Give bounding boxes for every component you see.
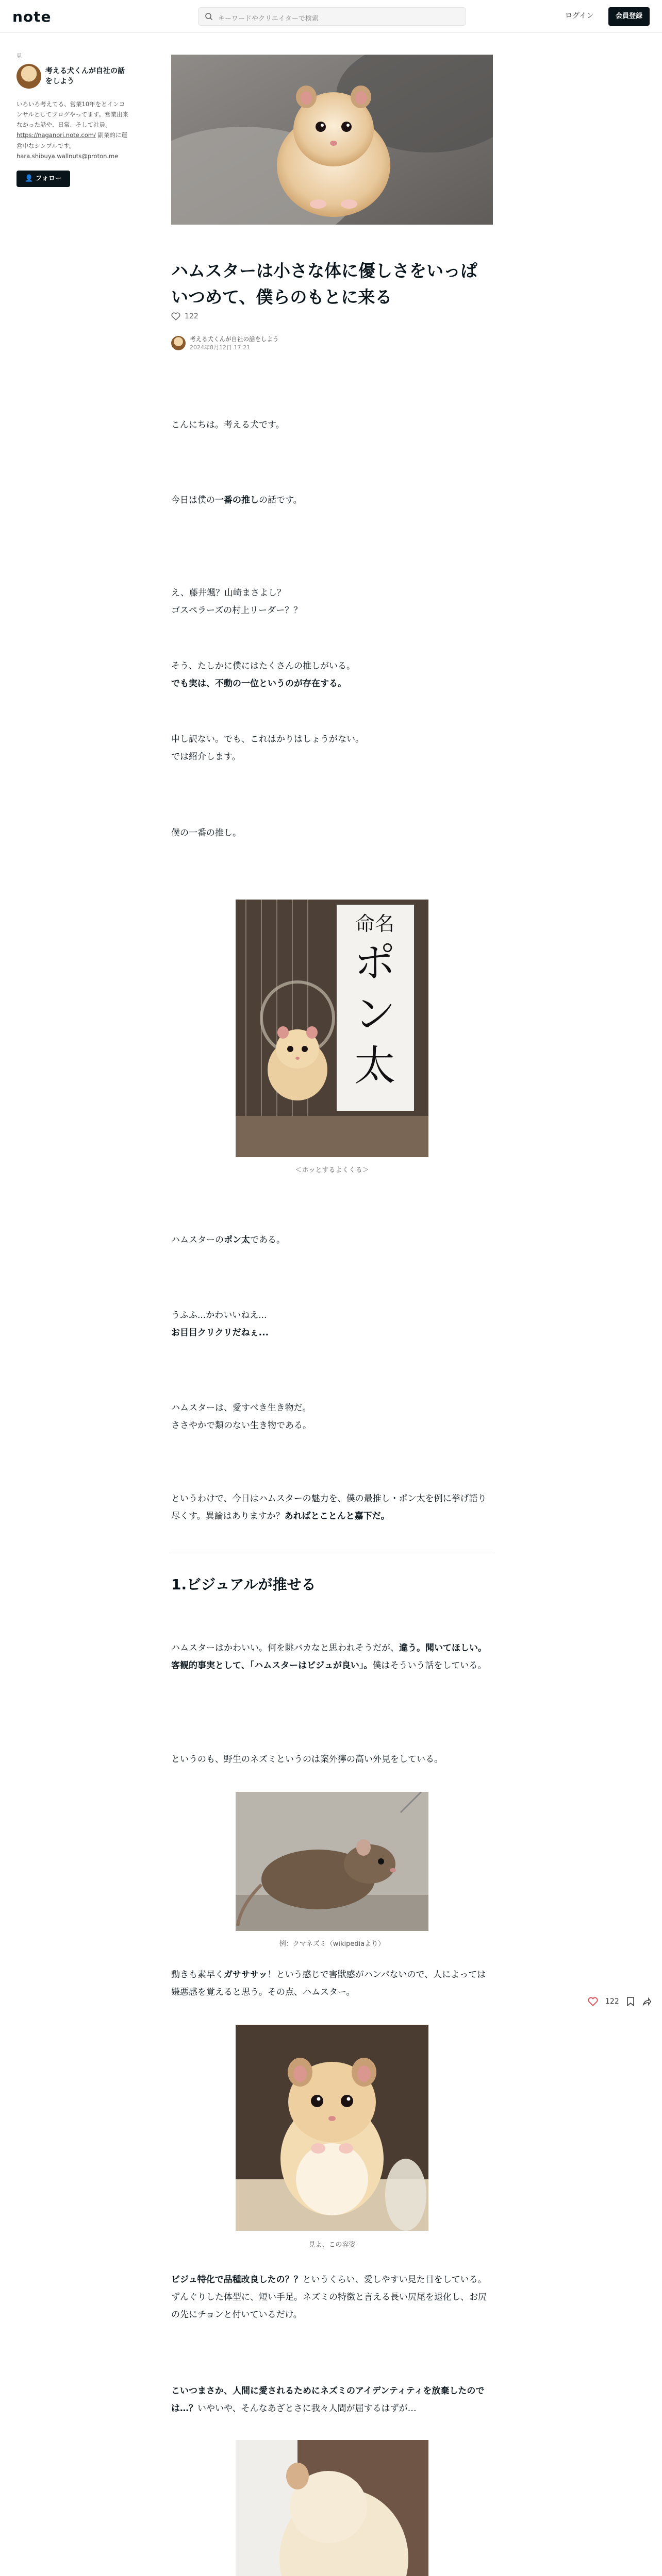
heart-icon[interactable] [588,1997,598,2006]
paragraph: こいつまさか、人間に愛されるためにネズミのアイデンティティを放棄したのでは…？いやいや、そんなあざとさに我々人間が屈するはずが… [171,2386,485,2414]
creator-name[interactable]: 考える犬くんが自社の話をしよう [45,66,125,86]
ponta-cage-image [236,900,428,1157]
paragraph: 今日は僕の一番の推しの話です。 [171,495,302,505]
float-like-count: 122 [605,1997,619,2006]
paragraph: というのも、野生のネズミというのは案外獰の高い外見をしている。 [171,1754,443,1765]
hamster-back-image [236,2440,428,2576]
search-box[interactable] [198,7,466,26]
wild-rat-image [236,1792,428,1931]
publish-date: 2024年8月12日 17:21 [190,344,251,351]
author-avatar[interactable] [171,336,186,350]
global-header [0,0,662,33]
paragraph: ハムスターのポン太である。 [171,1235,285,1245]
hero-image [171,55,493,225]
bio-text: いろいろ考えてる、営業10年をとインコンサルとしてブログやってます。営業出来なかった話や、日常、そして社員。 [16,100,129,129]
author-row[interactable] [171,335,279,351]
like-count: 122 [185,312,198,320]
paragraph: 申し訳ない。でも、これはかりはしょうがない。 では紹介します。 [171,734,364,762]
section-heading: 1.ビジュアルが推せる [171,1576,316,1593]
image-caption: 見よ、この容姿 [308,2241,356,2249]
search-placeholder: キーワードやクリエイターで検索 [218,15,319,23]
article-title: ハムスターは小さな体に優しさをいっぱいつめて、僕らのもとに来る [171,261,477,308]
paragraph: こんにちは。考える犬です。 [171,420,285,430]
paragraph: ハムスターは、愛すべき生き物だ。 ささやかで類のない生き物である。 [171,1403,311,1431]
svg-text:太: 太 [354,1042,395,1090]
image-caption: 例：クマネズミ（wikipediaより） [279,1940,385,1948]
bio-text-2: 副業的に運営中なシンプルです。 [16,131,127,149]
paragraph: ビジュ特化で品種改良したの？？というくらい、愛しやすい見た目をしている。ずんぐりした体型に、短い手足。ネズミの特徴と言える長い尻尾を退化し、お尻の先にチョンと付いているだけ。 [171,2275,487,2320]
paragraph: ハムスターはかわいい。何を眺バカなと思われそうだが、違う。聞いてほしい。客観的事実として、「ハムスターはビジュが良い」。僕はそういう話をしている。 [171,1643,487,1671]
follow-button[interactable] [16,171,70,187]
image-caption: ＜ホッとするよくくる＞ [295,1166,369,1174]
paragraph: うふふ...かわいいねえ... お目目クリクリだねぇ... [171,1310,269,1338]
login-link[interactable]: ログイン [565,12,594,20]
svg-text:ン: ン [354,990,395,1038]
search-icon [205,12,213,21]
paragraph: え、藤井颯？山崎まさよし？ ゴスペラーズの村上リーダー？？ [171,588,303,616]
creator-sidebar [16,52,129,187]
follow-label: フォロー [35,174,62,182]
sidebar-label: 見 [16,53,22,59]
share-icon[interactable] [642,1997,651,2006]
avatar[interactable] [16,64,41,89]
bookmark-icon[interactable] [626,1997,635,2006]
follow-person-icon: 👤 [24,174,34,182]
paragraph: というわけで、今日はハムスターの魅力を、僕の最推し・ポン太を例に挙げ語り尽くす。異論はありますか？あればとことんと嘉下だ。 [171,1494,487,1521]
creator-block[interactable] [16,64,129,89]
register-button[interactable]: 会員登録 [608,7,650,26]
paragraph: 動きも素早くガサササッ！という感じで害獣感がハンパないので、人によっては嫌悪感を覚えると思う。その点、ハムスター。 [171,1970,486,1997]
heart-icon[interactable] [171,312,180,320]
svg-text:命名: 命名 [355,912,395,935]
bio-email: hara.shibuya.wallnuts@proton.me [16,152,119,160]
like-row[interactable] [171,312,198,320]
creator-bio [16,99,129,161]
floating-actions [588,1997,651,2006]
hamster-standing-image [236,2025,428,2231]
paragraph: そう、たしかに僕にはたくさんの推しがいる。 でも実は、不動の一位というのが存在する。 [171,661,355,689]
author-name[interactable]: 考える犬くんが自社の話をしよう [190,335,279,343]
bio-link[interactable]: https://naganori.note.com/ [16,131,96,139]
paragraph: 僕の一番の推し。 [171,828,241,838]
note-logo[interactable]: note [12,8,52,25]
svg-text:ポ: ポ [354,939,395,987]
